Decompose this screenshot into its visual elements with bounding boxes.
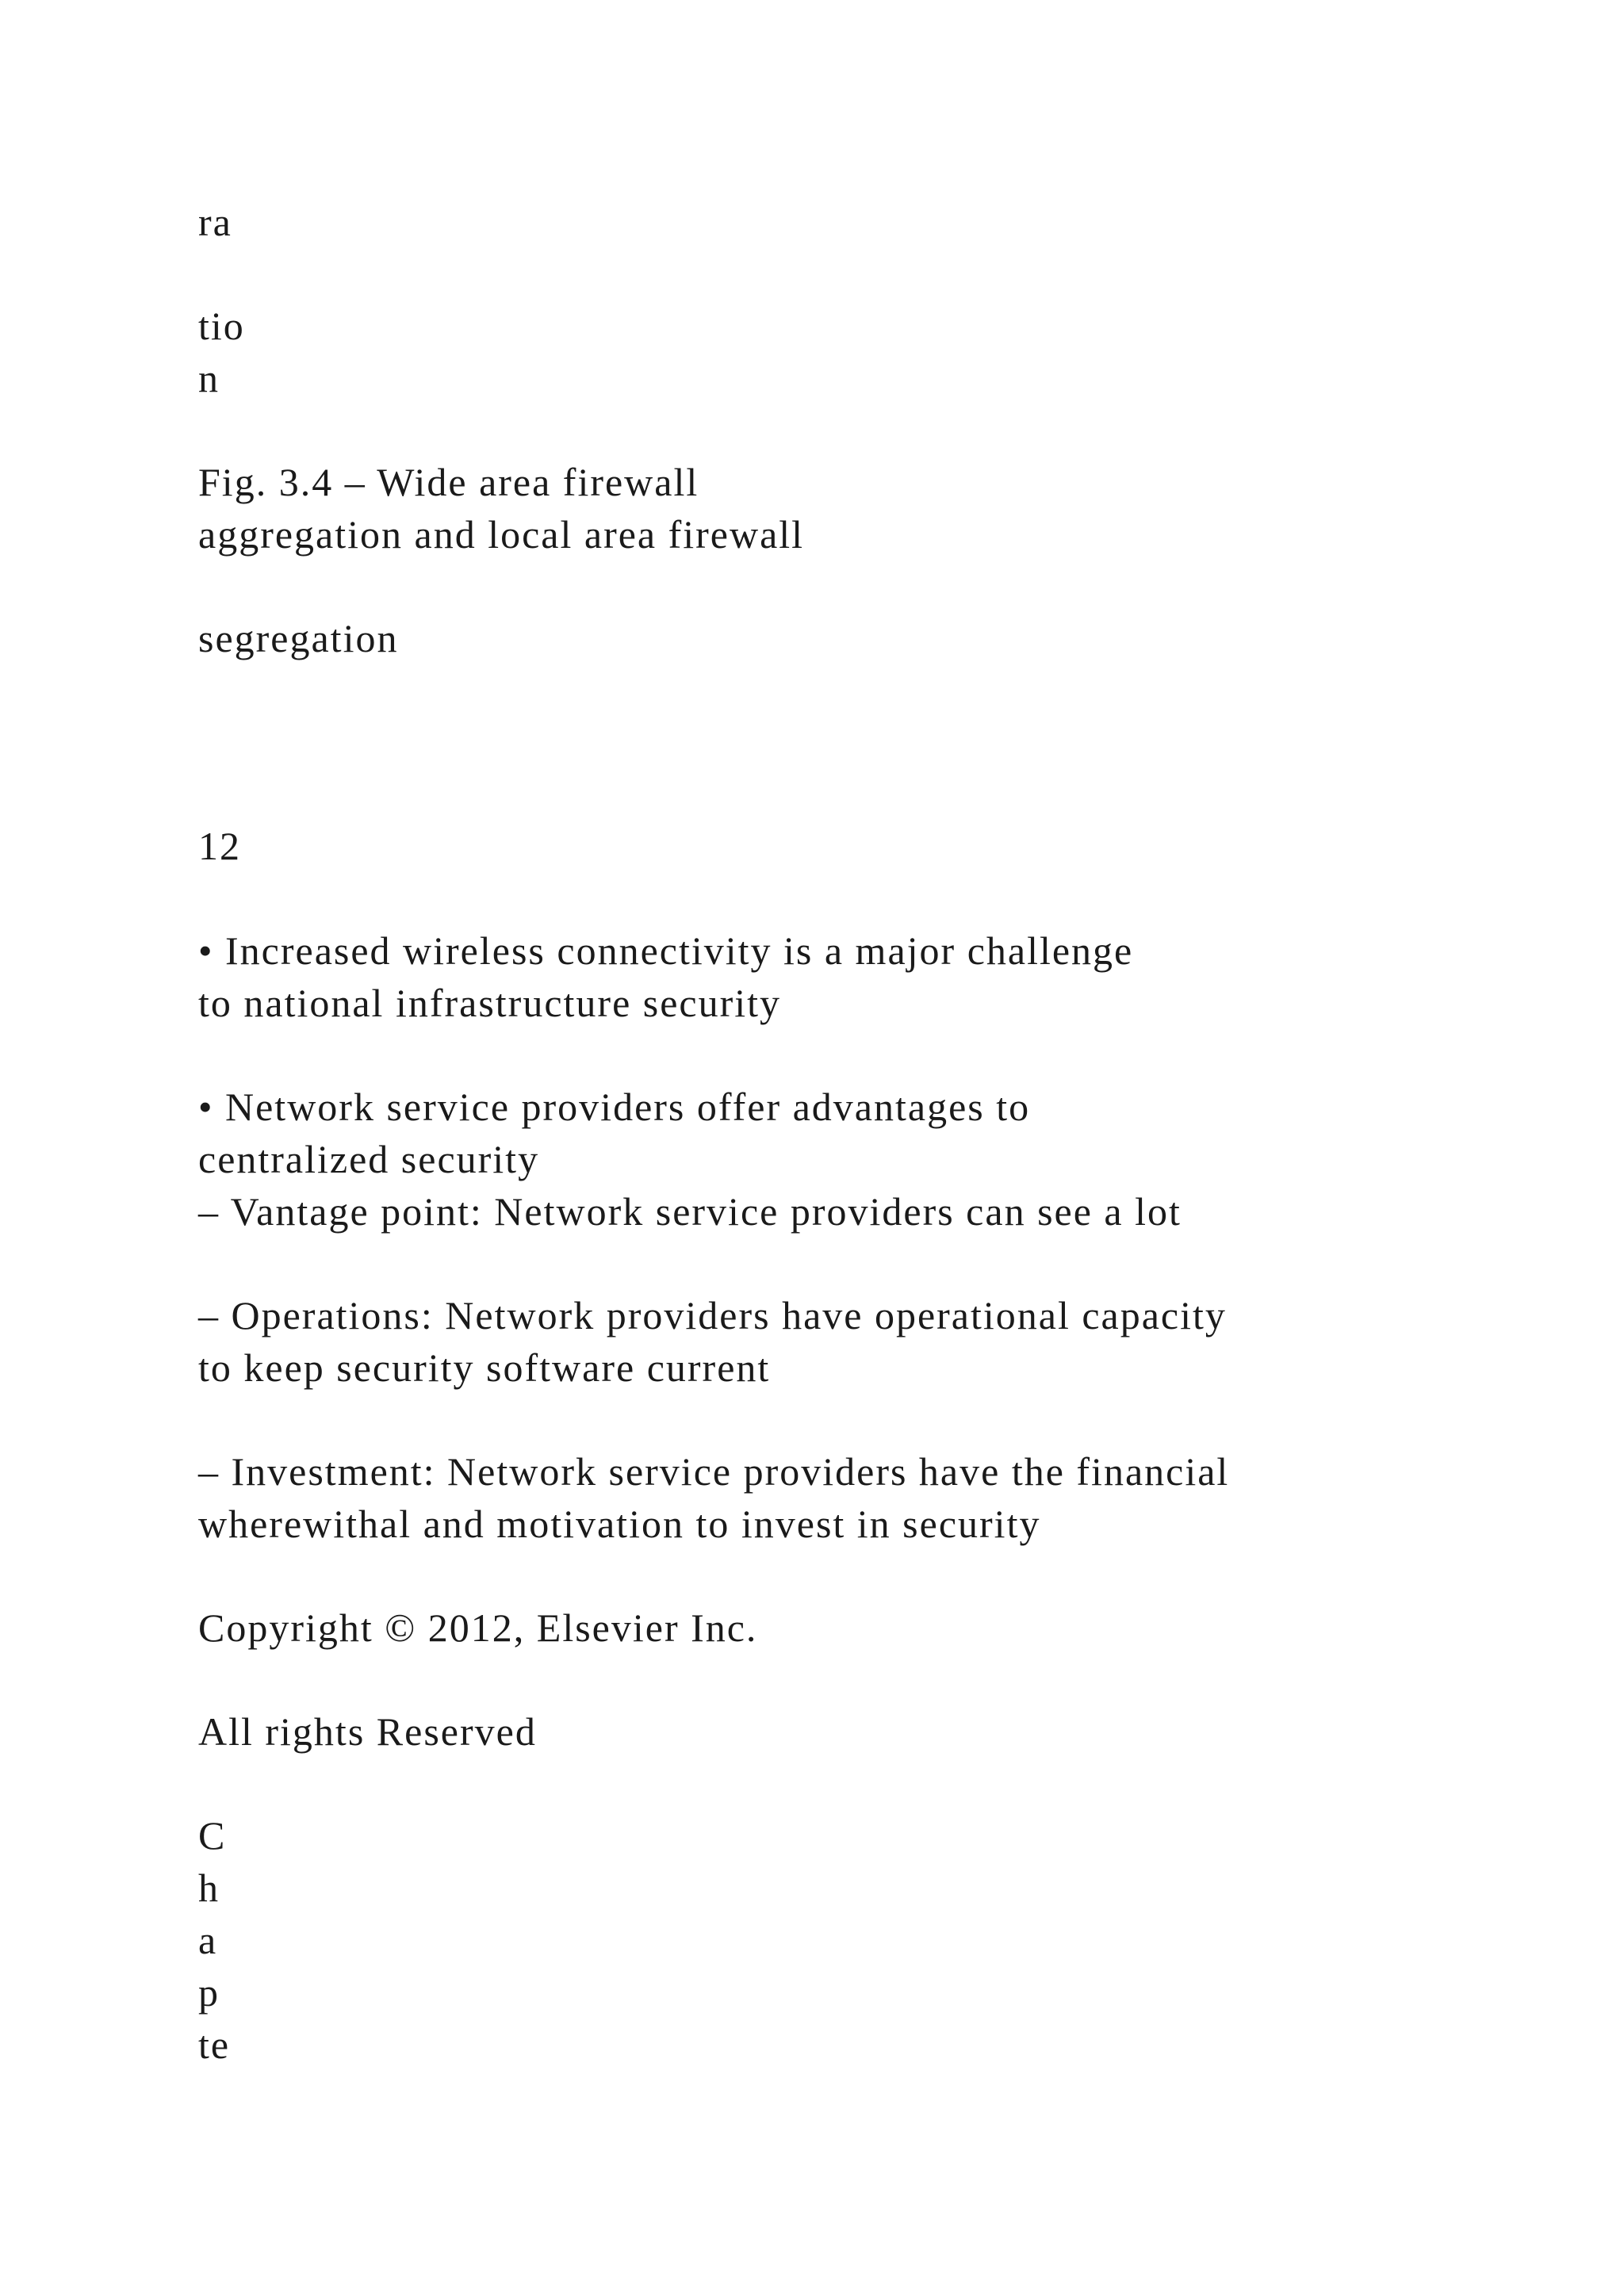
figure-caption-line-1: Fig. 3.4 – Wide area firewall [198,460,699,504]
sub-bullet-operations-line-1: – Operations: Network providers have operational capacity [198,1293,1227,1337]
figure-caption-line-2: aggregation and local area firewall [198,512,805,557]
sub-bullet-vantage-point: – Vantage point: Network service providers can see a lot [198,1189,1182,1234]
vertical-text-chars-te: te [198,2022,231,2067]
rights-reserved: All rights Reserved [198,1709,537,1754]
bullet-providers-line-2: centralized security [198,1137,540,1181]
vertical-text-char-a: a [198,1918,218,1962]
text-fragment-ra: ra [198,200,232,244]
bullet-providers-line-1: • Network service providers offer advantages to [198,1085,1031,1129]
vertical-text-char-c: C [198,1813,227,1858]
text-fragment-tio: tio [198,304,245,348]
figure-caption-line-3: segregation [198,616,399,660]
text-fragment-n: n [198,356,220,400]
bullet-wireless-line-1: • Increased wireless connectivity is a major challenge [198,928,1134,973]
sub-bullet-investment-line-1: – Investment: Network service providers have the financial [198,1449,1230,1494]
sub-bullet-operations-line-2: to keep security software current [198,1345,771,1390]
sub-bullet-investment-line-2: wherewithal and motivation to invest in security [198,1502,1041,1546]
vertical-text-char-h: h [198,1866,220,1910]
slide-number: 12 [198,824,241,868]
copyright-notice: Copyright © 2012, Elsevier Inc. [198,1605,758,1650]
bullet-wireless-line-2: to national infrastructure security [198,981,782,1025]
vertical-text-char-p: p [198,1970,220,2015]
